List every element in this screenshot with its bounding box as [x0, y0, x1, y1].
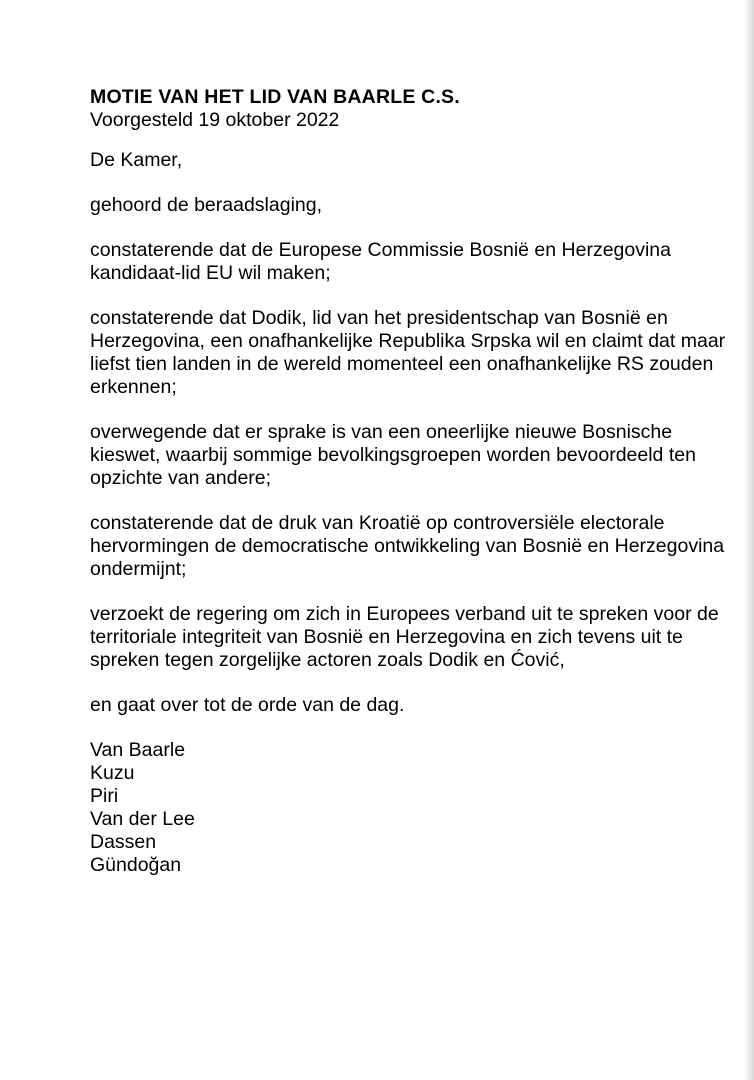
motion-title: MOTIE VAN HET LID VAN BAARLE C.S.	[90, 86, 460, 108]
greeting: De Kamer,	[90, 149, 183, 171]
signatory-name: Gündoğan	[90, 854, 182, 876]
motion-paragraph	[90, 239, 754, 285]
paragraph-line: ondermijnt;	[90, 558, 187, 580]
paragraph-line: territoriale integriteit van Bosnië en Herzegovina en zich tevens uit te	[90, 626, 683, 648]
signatory-list	[90, 739, 754, 877]
motion-date: Voorgesteld 19 oktober 2022	[90, 109, 340, 131]
paragraph-line: opzichte van andere;	[90, 467, 272, 489]
paragraph-line: constaterende dat de druk van Kroatië op controversiële electorale	[90, 512, 665, 534]
signatory-name: Kuzu	[90, 762, 135, 784]
motion-paragraph	[90, 603, 754, 672]
motion-paragraph	[90, 694, 754, 717]
page-edge-shadow	[744, 0, 754, 1080]
paragraph-line: constaterende dat Dodik, lid van het presidentschap van Bosnië en	[90, 307, 668, 329]
motion-paragraph	[90, 307, 754, 399]
paragraph-line: gehoord de beraadslaging,	[90, 194, 323, 216]
signatory-name: Piri	[90, 785, 119, 807]
paragraph-line: hervormingen de democratische ontwikkeling van Bosnië en Herzegovina	[90, 535, 725, 557]
paragraph-line: overwegende dat er sprake is van een oneerlijke nieuwe Bosnische	[90, 421, 673, 443]
paragraph-line: erkennen;	[90, 376, 177, 398]
paragraph-line: liefst tien landen in de wereld momenteel een onafhankelijke RS zouden	[90, 353, 714, 375]
paragraph-line: verzoekt de regering om zich in Europees verband uit te spreken voor de	[90, 603, 719, 625]
paragraph-line: kandidaat-lid EU wil maken;	[90, 262, 331, 284]
paragraph-line: Herzegovina, een onafhankelijke Republika Srpska wil en claimt dat maar	[90, 330, 726, 352]
motion-paragraph	[90, 421, 754, 490]
motion-text	[90, 86, 754, 877]
paragraph-line: spreken tegen zorgelijke actoren zoals Dodik en Ćović,	[90, 649, 565, 671]
motion-paragraph	[90, 194, 754, 217]
signatory-name: Van der Lee	[90, 808, 195, 830]
motion-paragraphs	[90, 172, 754, 717]
paragraph-line: constaterende dat de Europese Commissie Bosnië en Herzegovina	[90, 239, 672, 261]
signatory-name: Dassen	[90, 831, 157, 853]
signatory-name: Van Baarle	[90, 739, 186, 761]
paragraph-line: en gaat over tot de orde van de dag.	[90, 694, 405, 716]
motion-paragraph	[90, 512, 754, 581]
paragraph-line: kieswet, waarbij sommige bevolkingsgroepen worden bevoordeeld ten	[90, 444, 696, 466]
